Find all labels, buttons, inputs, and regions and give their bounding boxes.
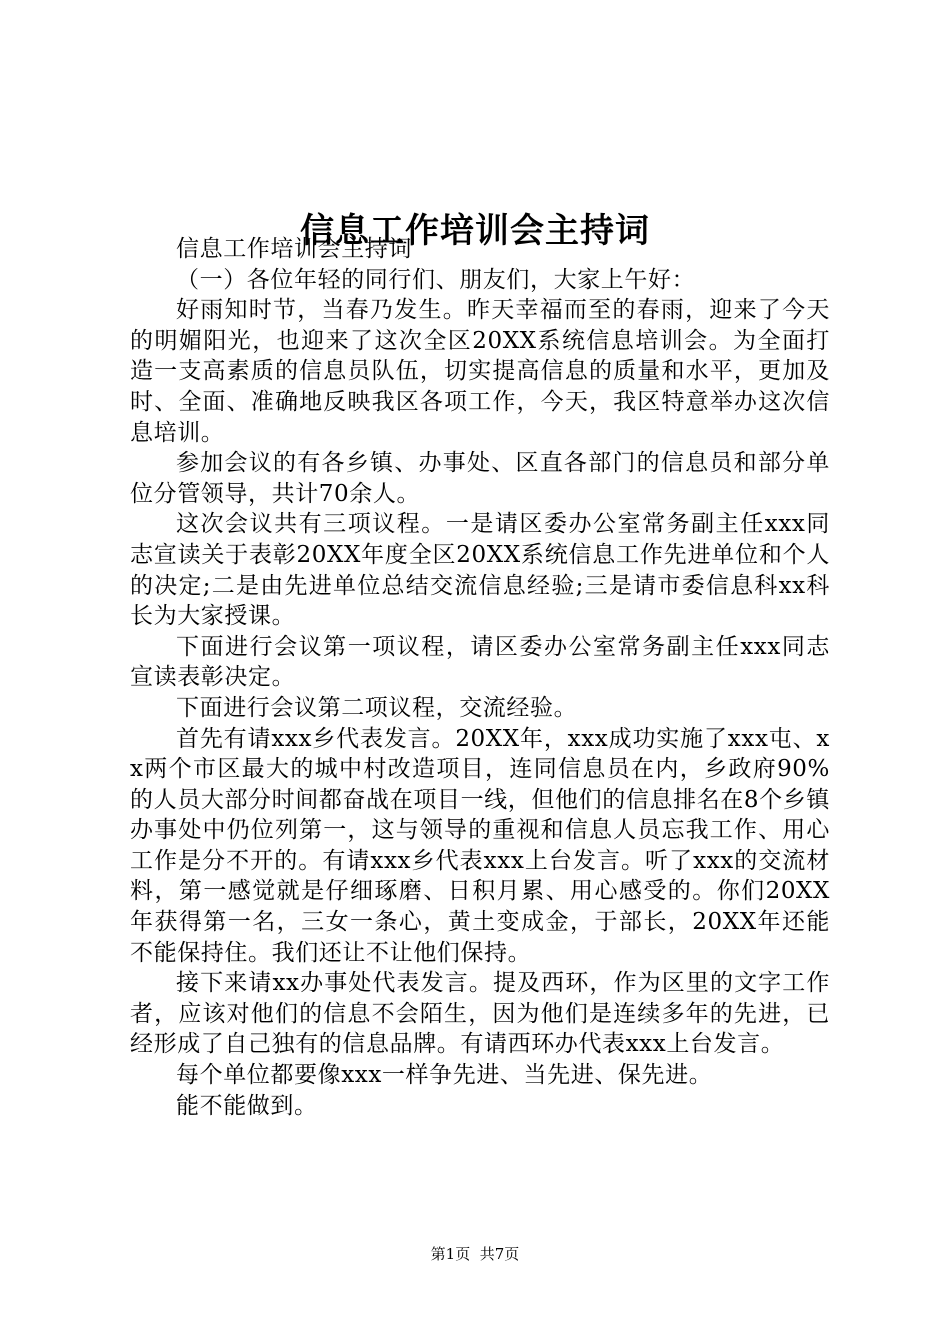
paragraph-first-item: 下面进行会议第一项议程，请区委办公室常务副主任xxx同志宣读表彰决定。	[130, 633, 830, 691]
paragraph-opening: 好雨知时节，当春乃发生。昨天幸福而至的春雨，迎来了今天的明媚阳光，也迎来了这次全区20XX系统信息培训会。为全面打造一支高素质的信息员队伍，切实提高信息的质量和水平，更加及时、全面、准确地反映我区各项工作，今天，我区特意举办这次信息培训。	[130, 297, 830, 446]
paragraph-greeting: （一）各位年轻的同行们、朋友们，大家上午好：	[176, 266, 696, 293]
paragraph-first-speaker: 首先有请xxx乡代表发言。20XX年，xxx成功实施了xxx屯、xx两个市区最大的城中村改造项目，连同信息员在内，乡政府90%的人员大部分时间都奋战在项目一线，但他们的信息排名在8个乡镇办事处中仍位列第一，这与领导的重视和信息人员忘我工作、用心工作是分不开的。有请xxx乡代表xxx上台发言。听了xxx的交流材料，第一感觉就是仔细琢磨、日积月累、用心感受的。你们20XX年获得第一名，三女一条心，黄土变成金，于部长，20XX年还能不能保持住。我们还让不让他们保持。	[130, 725, 830, 966]
paragraph-closing-question: 能不能做到。	[176, 1092, 318, 1119]
paragraph-second-speaker: 接下来请xx办事处代表发言。提及西环，作为区里的文字工作者，应该对他们的信息不会陌生，因为他们是连续多年的先进，已经形成了自己独有的信息品牌。有请西环办代表xxx上台发言。	[130, 970, 830, 1058]
page-total: 共7页	[479, 1245, 520, 1263]
paragraph-second-item: 下面进行会议第二项议程，交流经验。	[176, 694, 578, 721]
paragraph-agenda: 这次会议共有三项议程。一是请区委办公室常务副主任xxx同志宣读关于表彰20XX年度全区20XX系统信息工作先进单位和个人的决定;二是由先进单位总结交流信息经验;三是请市委信息科xx科长为大家授课。	[130, 511, 830, 630]
document-title: 信息工作培训会主持词	[300, 210, 650, 251]
paragraph-every-unit: 每个单位都要像xxx一样争先进、当先进、保先进。	[176, 1062, 713, 1089]
document-body	[130, 234, 830, 1121]
footer-separator	[470, 1245, 480, 1263]
paragraph-attendees: 参加会议的有各乡镇、办事处、区直各部门的信息员和部分单位分管领导，共计70余人。	[130, 450, 830, 507]
page-footer	[0, 1244, 950, 1264]
paragraph-subtitle: 信息工作培训会主持词	[176, 236, 412, 262]
page-number: 第1页	[430, 1245, 471, 1263]
